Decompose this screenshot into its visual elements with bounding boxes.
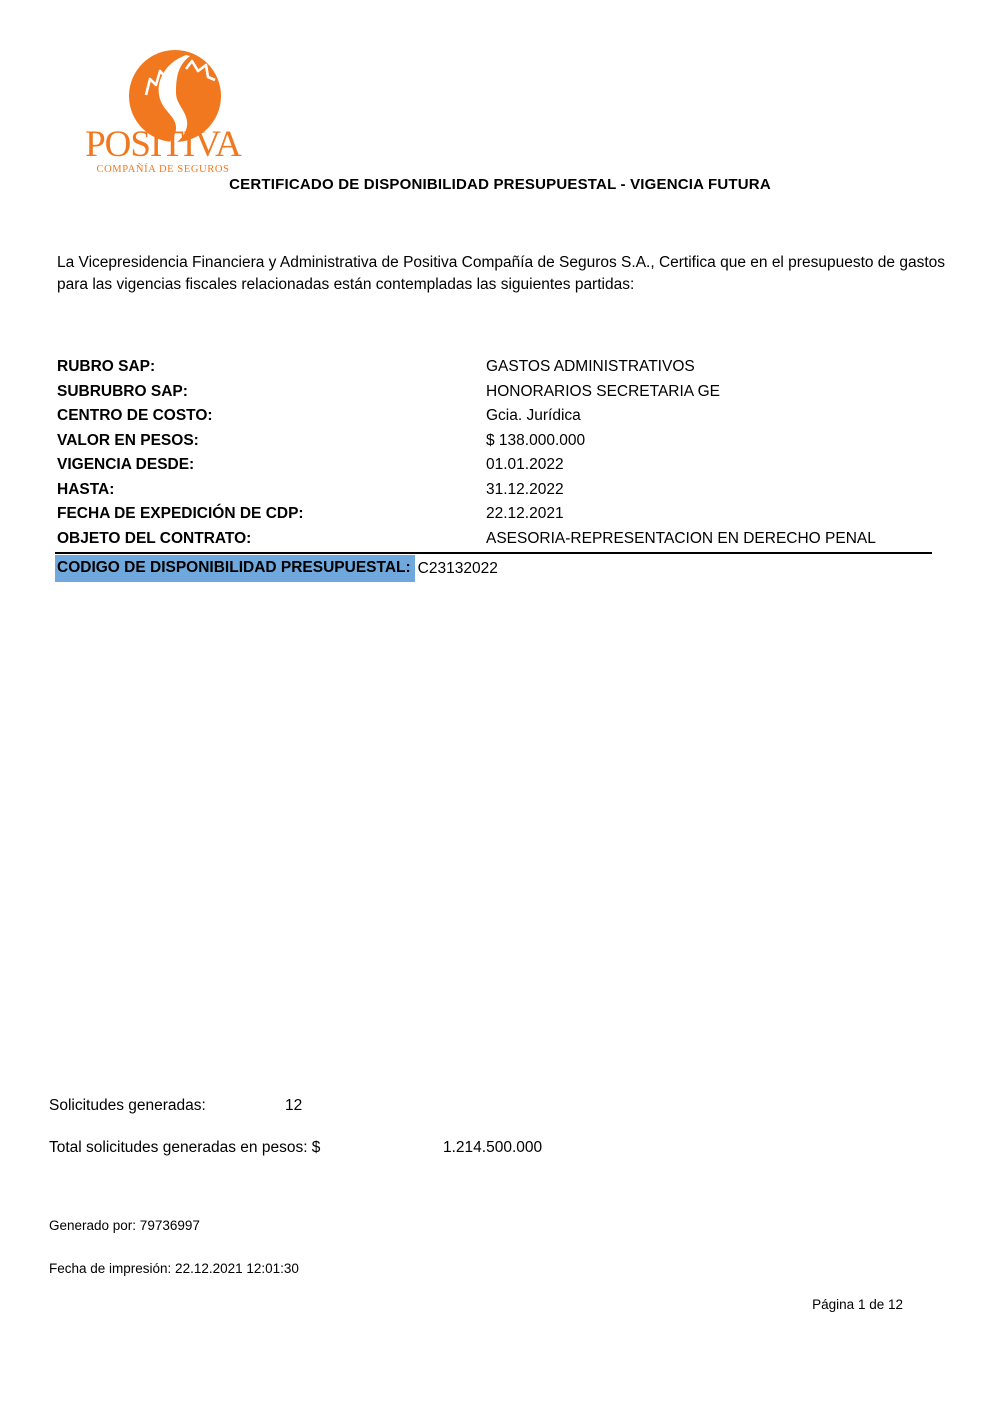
field-value: Gcia. Jurídica xyxy=(486,407,581,424)
field-row-centro-costo xyxy=(57,405,945,427)
field-label: CENTRO DE COSTO: xyxy=(57,407,213,424)
field-row-valor-pesos xyxy=(57,430,945,452)
fields-table xyxy=(57,356,945,582)
field-row-vigencia-desde xyxy=(57,454,945,476)
print-date-text: Fecha de impresión: 22.12.2021 12:01:30 xyxy=(49,1261,299,1276)
total-requests-value: 1.214.500.000 xyxy=(443,1139,543,1156)
positiva-brand-text: POSITIVA xyxy=(85,124,241,165)
requests-generated-value: 12 xyxy=(285,1097,303,1114)
field-row-fecha-expedicion xyxy=(57,503,945,525)
field-value: 01.01.2022 xyxy=(486,456,564,473)
intro-paragraph: La Vicepresidencia Financiera y Administrativa de Positiva Compañía de Seguros S.A., Certifica que en el presupuesto de gastos para las vigencias fiscales relacionadas están contempladas las siguientes partidas: xyxy=(57,254,946,293)
field-row-objeto-contrato xyxy=(57,528,945,550)
field-label: VALOR EN PESOS: xyxy=(57,431,199,449)
field-value: ASESORIA-REPRESENTACION EN DERECHO PENAL xyxy=(486,529,876,547)
total-requests-label: Total solicitudes generadas en pesos: $ xyxy=(49,1139,321,1156)
field-label: RUBRO SAP: xyxy=(57,358,156,375)
requests-generated-row xyxy=(49,1097,649,1115)
cdp-code-label: CODIGO DE DISPONIBILIDAD PRESUPUESTAL: xyxy=(55,555,415,582)
field-label: VIGENCIA DESDE: xyxy=(57,456,195,473)
divider-line xyxy=(55,552,932,554)
field-label: FECHA DE EXPEDICIÓN DE CDP: xyxy=(57,505,304,522)
cdp-code-row xyxy=(57,555,945,582)
generated-by-text: Generado por: 79736997 xyxy=(49,1218,200,1233)
field-row-subrubro xyxy=(57,381,945,403)
field-label: SUBRUBRO SAP: xyxy=(57,382,188,400)
field-label: OBJETO DEL CONTRATO: xyxy=(57,529,252,547)
field-label: HASTA: xyxy=(57,480,115,498)
field-value: 31.12.2022 xyxy=(486,480,564,498)
field-value: HONORARIOS SECRETARIA GE xyxy=(486,382,720,400)
page-number: Página 1 de 12 xyxy=(812,1297,903,1312)
field-value: 22.12.2021 xyxy=(486,505,564,522)
total-requests-row xyxy=(49,1139,649,1157)
field-value: $ 138.000.000 xyxy=(486,431,586,449)
field-row-hasta xyxy=(57,479,945,501)
field-value: GASTOS ADMINISTRATIVOS xyxy=(486,358,695,375)
requests-generated-label: Solicitudes generadas: xyxy=(49,1097,206,1114)
positiva-tagline-text: COMPAÑÍA DE SEGUROS xyxy=(96,164,230,175)
document-title: CERTIFICADO DE DISPONIBILIDAD PRESUPUESTAL - VIGENCIA FUTURA xyxy=(229,176,771,193)
field-row-rubro xyxy=(57,356,945,378)
cdp-code-value: C23132022 xyxy=(417,559,498,577)
